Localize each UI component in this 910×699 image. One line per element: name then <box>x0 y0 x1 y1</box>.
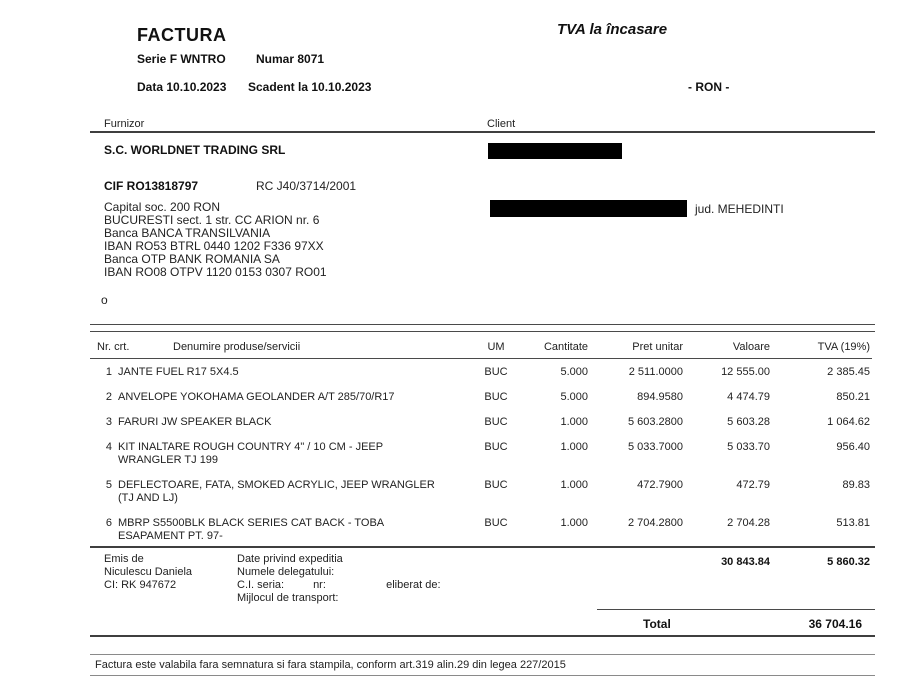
expedition-block <box>237 553 441 605</box>
product-name-line: JANTE FUEL R17 5X4.5 <box>118 366 239 378</box>
id-card-line <box>237 579 441 592</box>
cell-valoare: 472.79 <box>736 479 770 491</box>
total-value: 36 704.16 <box>808 617 862 631</box>
table-row <box>90 416 872 429</box>
cell-nr: 5 <box>105 479 112 491</box>
cell-tva: 956.40 <box>836 441 870 453</box>
cell-denumire <box>118 416 480 429</box>
cell-valoare: 12 555.00 <box>721 366 770 378</box>
cell-denumire <box>118 366 480 379</box>
product-name-line: ESAPAMENT PT. 97- <box>118 530 223 542</box>
furnizor-section-label: Furnizor <box>104 118 145 130</box>
transport-label: Mijlocul de transport: <box>237 592 339 604</box>
cell-tva: 850.21 <box>836 391 870 403</box>
subtotal-vat: 5 860.32 <box>827 556 870 568</box>
cell-valoare: 5 603.28 <box>727 416 770 428</box>
divider <box>90 654 875 655</box>
divider <box>90 635 875 637</box>
supplier-name: S.C. WORLDNET TRADING SRL <box>104 143 286 157</box>
cell-tva: 89.83 <box>842 479 870 491</box>
currency-label: - RON - <box>688 80 730 94</box>
tva-collection-note: TVA la încasare <box>557 21 668 38</box>
cell-cantitate: 5.000 <box>560 366 588 378</box>
col-header-um: UM <box>487 341 505 353</box>
cell-um: BUC <box>484 479 508 491</box>
table-row <box>90 366 872 379</box>
numar-label: Numar 8071 <box>256 52 325 66</box>
cell-tva: 2 385.45 <box>827 366 870 378</box>
product-name-line: FARURI JW SPEAKER BLACK <box>118 416 272 428</box>
divider <box>90 546 875 548</box>
issuer-name: Niculescu Daniela <box>104 566 193 578</box>
ci-seria-label: C.I. seria: <box>237 579 285 591</box>
cell-nr: 3 <box>105 416 112 428</box>
subtotal-value: 30 843.84 <box>721 556 770 568</box>
invoice-title: FACTURA <box>137 25 227 45</box>
cell-um: BUC <box>484 517 508 529</box>
cell-um: BUC <box>484 391 508 403</box>
cell-nr: 2 <box>105 391 112 403</box>
cell-nr: 4 <box>105 441 112 453</box>
col-header-nr: Nr. crt. <box>97 341 130 353</box>
product-name-line: ANVELOPE YOKOHAMA GEOLANDER A/T 285/70/R17 <box>118 391 395 403</box>
supplier-detail-line: Banca OTP BANK ROMANIA SA <box>104 252 280 266</box>
cell-cantitate: 5.000 <box>560 391 588 403</box>
cell-pret-unitar: 2 704.2800 <box>627 517 683 529</box>
supplier-detail-line: BUCURESTI sect. 1 str. CC ARION nr. 6 <box>104 213 320 227</box>
scadent-label: Scadent la 10.10.2023 <box>248 80 372 94</box>
cell-pret-unitar: 894.9580 <box>637 391 683 403</box>
cell-valoare: 4 474.79 <box>727 391 770 403</box>
supplier-detail-line: IBAN RO53 BTRL 0440 1202 F336 97XX <box>104 239 324 253</box>
divider <box>597 609 875 610</box>
delegate-label: Numele delegatului: <box>237 566 335 578</box>
supplier-detail-line: IBAN RO08 OTPV 1120 0153 0307 RO01 <box>104 265 327 279</box>
cell-cantitate: 1.000 <box>560 479 588 491</box>
supplier-detail-line: Capital soc. 200 RON <box>104 200 221 214</box>
product-name-line: KIT INALTARE ROUGH COUNTRY 4" / 10 CM - JEEP <box>118 441 384 453</box>
product-name-line: DEFLECTOARE, FATA, SMOKED ACRYLIC, JEEP WRANGLER <box>118 479 435 491</box>
cell-cantitate: 1.000 <box>560 517 588 529</box>
col-header-cantitate: Cantitate <box>543 341 588 353</box>
table-row <box>90 441 872 467</box>
eliberat-label: eliberat de: <box>386 579 441 591</box>
col-header-valoare: Valoare <box>732 341 770 353</box>
col-header-pret: Pret unitar <box>632 341 683 353</box>
cell-pret-unitar: 5 603.2800 <box>627 416 683 428</box>
emis-de-label: Emis de <box>104 553 144 565</box>
cell-valoare: 5 033.70 <box>727 441 770 453</box>
cell-cantitate: 1.000 <box>560 441 588 453</box>
total-label: Total <box>643 617 671 631</box>
cell-pret-unitar: 5 033.7000 <box>627 441 683 453</box>
supplier-cif: CIF RO13818797 <box>104 179 199 193</box>
divider <box>90 324 875 332</box>
cell-denumire <box>118 441 480 467</box>
cell-valoare: 2 704.28 <box>727 517 770 529</box>
cell-cantitate: 1.000 <box>560 416 588 428</box>
issuer-block <box>104 553 192 592</box>
cell-pret-unitar: 472.7900 <box>637 479 683 491</box>
cell-denumire <box>118 517 480 543</box>
product-name-line: WRANGLER TJ 199 <box>118 454 219 466</box>
legal-note: Factura este valabila fara semnatura si fara stampila, conform art.319 alin.29 din legea 227/2015 <box>95 659 566 671</box>
divider <box>90 675 875 676</box>
client-address-redaction <box>490 200 687 217</box>
col-header-denumire: Denumire produse/servicii <box>173 341 301 353</box>
cell-denumire <box>118 479 480 505</box>
stray-char: o <box>101 293 108 307</box>
supplier-details <box>104 201 327 279</box>
cell-nr: 6 <box>105 517 112 529</box>
invoice-table-body <box>90 366 872 555</box>
serie-label: Serie F WNTRO <box>137 52 226 66</box>
cell-tva: 1 064.62 <box>827 416 870 428</box>
cell-um: BUC <box>484 416 508 428</box>
product-name-line: (TJ AND LJ) <box>118 492 178 504</box>
table-row <box>90 517 872 543</box>
col-header-tva: TVA (19%) <box>817 341 870 353</box>
client-name-redaction <box>488 143 622 159</box>
cell-denumire <box>118 391 480 404</box>
supplier-detail-line: Banca BANCA TRANSILVANIA <box>104 226 271 240</box>
client-section-label: Client <box>487 118 516 130</box>
cell-um: BUC <box>484 366 508 378</box>
expedition-title: Date privind expeditia <box>237 553 343 565</box>
client-county: jud. MEHEDINTI <box>695 202 784 216</box>
cell-nr: 1 <box>105 366 112 378</box>
issuer-id: CI: RK 947672 <box>104 579 177 591</box>
table-row <box>90 391 872 404</box>
supplier-rc: RC J40/3714/2001 <box>256 179 357 193</box>
product-name-line: MBRP S5500BLK BLACK SERIES CAT BACK - TOBA <box>118 517 385 529</box>
divider <box>90 131 875 133</box>
data-label: Data 10.10.2023 <box>137 80 227 94</box>
nr-label: nr: <box>313 579 326 591</box>
cell-tva: 513.81 <box>836 517 870 529</box>
table-row <box>90 479 872 505</box>
table-header <box>90 341 872 359</box>
cell-um: BUC <box>484 441 508 453</box>
cell-pret-unitar: 2 511.0000 <box>628 366 683 378</box>
